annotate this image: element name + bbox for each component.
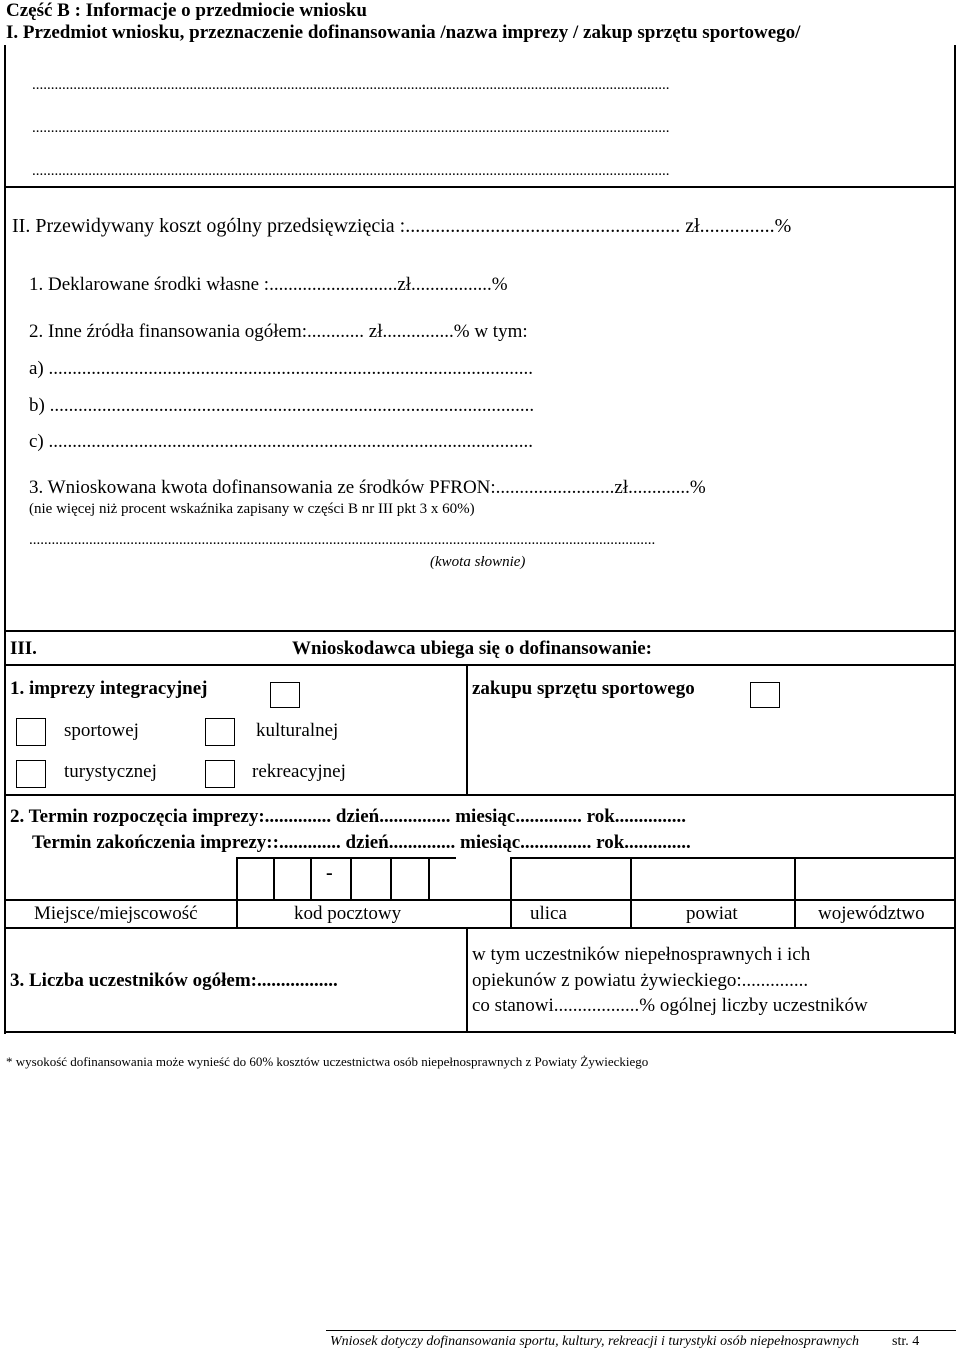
section3-title: Wnioskodawca ubiega się o dofinansowanie: (292, 638, 653, 659)
zip-cell-border-2 (273, 857, 275, 899)
other-funds-c[interactable]: c) ...................................................................................................... (29, 431, 534, 452)
footer-text: Wniosek dotyczy dofinansowania sportu, kultury, rekreacji i turystyki osób niepełnosprawnych (330, 1334, 859, 1349)
table-col-divider-zip (236, 899, 238, 927)
table-bottom (4, 1031, 956, 1033)
subject-line-2[interactable]: .......................................................................................................................................................................... (32, 120, 670, 136)
end-date-text: Termin zakończenia imprezy::............. dzień.............. miesiąc............... rok.............. (32, 832, 691, 853)
table-col-divider-street (510, 857, 512, 927)
frame-right-2 (954, 186, 956, 632)
pfron-amount-field[interactable]: 3. Wnioskowana kwota dofinansowania ze środków PFRON:.........................zł.............% (29, 477, 706, 498)
page-number: str. 4 (892, 1334, 920, 1349)
place-column-label: Miejsce/miejscowość (34, 903, 198, 924)
other-funds-field[interactable]: 2. Inne źródła finansowania ogółem:............ zł...............% w tym: (29, 321, 528, 342)
recreation-checkbox[interactable] (205, 760, 235, 788)
end-date-field[interactable] (32, 832, 691, 854)
table-row-line-3 (4, 899, 956, 901)
section3-roman: III. (10, 638, 37, 659)
start-date-field[interactable] (10, 806, 686, 828)
subject-line-1[interactable]: .......................................................................................................................................................................... (32, 77, 670, 93)
table-col-divider-1 (466, 664, 468, 794)
voivodeship-column-label: województwo (818, 903, 925, 924)
pfron-note: (nie więcej niż procent wskaźnika zapisany w części B nr III pkt 3 x 60%) (29, 501, 475, 517)
culture-label: kulturalnej (256, 720, 339, 741)
culture-checkbox[interactable] (205, 718, 235, 746)
tourism-label: turystycznej (64, 761, 157, 782)
disabled-participants-field[interactable]: opiekunów z powiatu żywieckiego:.............. (472, 970, 809, 991)
recreation-label: rekreacyjnej (252, 761, 346, 782)
table-col-divider-voiv (794, 857, 796, 927)
tourism-checkbox[interactable] (16, 760, 46, 788)
own-funds-field[interactable]: 1. Deklarowane środki własne :...........................zł.................% (29, 274, 508, 295)
table-row-line-1 (4, 664, 956, 666)
table-row-line-2 (4, 794, 956, 796)
sport-checkbox[interactable] (16, 718, 46, 746)
participants-total-text: 3. Liczba uczestników ogółem:................. (10, 970, 338, 991)
sports-equipment-checkbox[interactable] (750, 682, 780, 708)
amount-in-words-field[interactable]: ....................................................................................................................................................................... (29, 532, 656, 548)
county-column-label: powiat (686, 903, 738, 924)
address-cells-top (510, 857, 954, 859)
zip-cell-border-4 (350, 857, 352, 899)
participants-total-field[interactable] (10, 970, 338, 992)
subject-line-3[interactable]: .......................................................................................................................................................................... (32, 163, 670, 179)
zip-cell-border-6 (428, 857, 430, 899)
footnote: * wysokość dofinansowania może wynieść do 60% kosztów uczestnictwa osób niepełnosprawnych z Powiaty Żywieckiego (6, 1054, 649, 1069)
part-title: Część B : Informacje o przedmiocie wniosku (6, 0, 367, 21)
other-funds-a[interactable]: a) ...................................................................................................... (29, 358, 534, 379)
zip-column-label: kod pocztowy (294, 903, 402, 924)
zip-cell-border-1 (236, 857, 238, 899)
section1-title: I. Przedmiot wniosku, przeznaczenie dofinansowania /nazwa imprezy / zakup sprzętu sportowego/ (6, 22, 801, 43)
table-col-divider-2 (466, 927, 468, 1033)
zip-cell-border-3 (310, 857, 312, 899)
sport-label: sportowej (64, 720, 139, 741)
frame-left-2 (4, 186, 6, 632)
frame-left-1 (4, 45, 6, 187)
sports-equipment-label: zakupu sprzętu sportowego (472, 678, 695, 699)
disabled-participants-line1: w tym uczestników niepełnosprawnych i ich (472, 944, 811, 965)
footer-rule (326, 1330, 956, 1331)
zip-cell-border-5 (390, 857, 392, 899)
table-col-divider-county (630, 857, 632, 927)
table-row-line-4 (4, 927, 956, 929)
table-left (4, 630, 6, 1034)
amount-in-words-label: (kwota słownie) (430, 554, 526, 570)
zip-dash: - (326, 862, 333, 884)
start-date-text: 2. Termin rozpoczęcia imprezy:.............. dzień............... miesiąc.............. rok............... (10, 806, 687, 827)
integration-event-label: 1. imprezy integracyjnej (10, 678, 208, 699)
street-column-label: ulica (530, 903, 567, 924)
zip-cells-top (236, 857, 456, 859)
disabled-percentage-field[interactable]: co stanowi..................% ogólnej liczby uczestników (472, 995, 868, 1016)
integration-event-checkbox[interactable] (270, 682, 300, 708)
frame-right-1 (954, 45, 956, 187)
frame-divider-1 (4, 186, 956, 188)
total-cost-field[interactable]: II. Przewidywany koszt ogólny przedsięwzięcia :....................................................... zł...............% (12, 215, 792, 237)
table-top (4, 630, 956, 632)
other-funds-b[interactable]: b) ...................................................................................................... (29, 395, 535, 416)
table-right (954, 630, 956, 1034)
